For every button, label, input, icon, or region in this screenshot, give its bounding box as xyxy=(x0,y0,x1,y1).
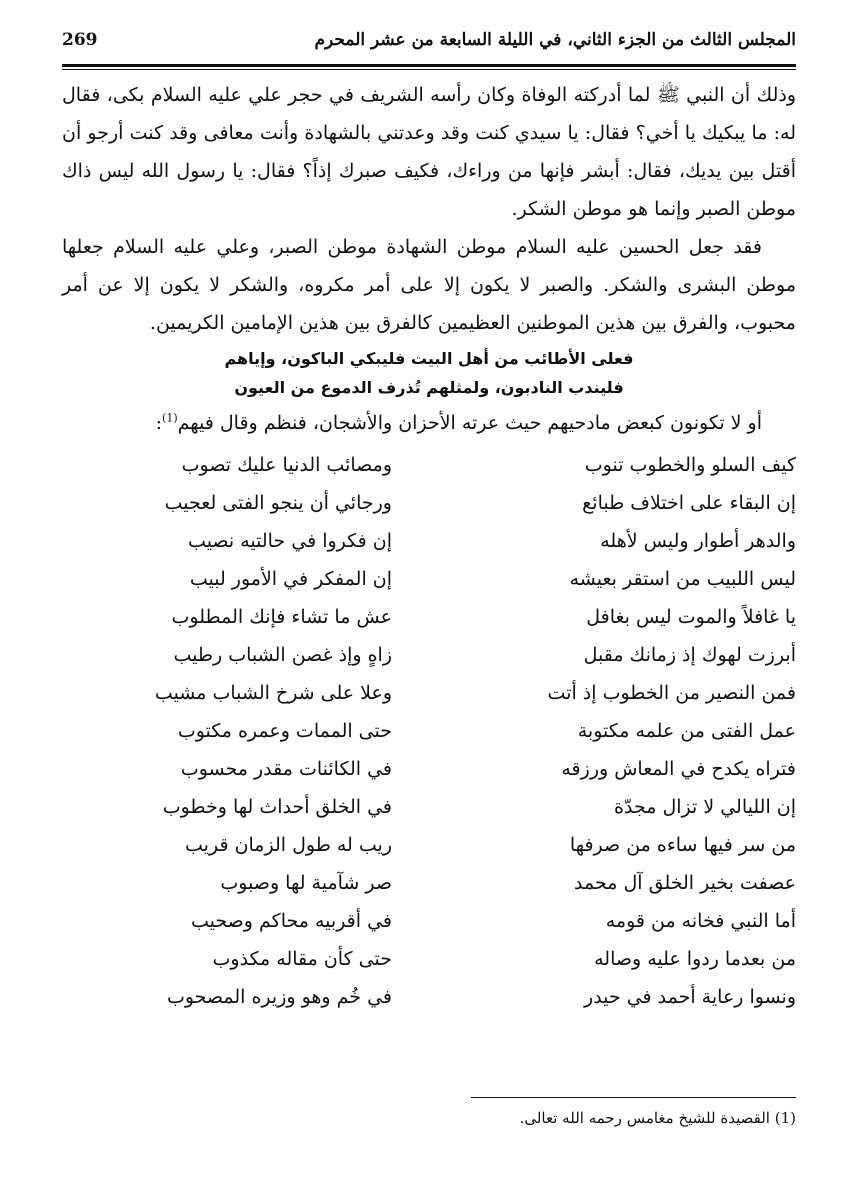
first-hemistich: أبرزت لهوك إذ زمانك مقبل xyxy=(583,644,796,666)
first-hemistich: من سر فيها ساءه من صرفها xyxy=(569,834,796,856)
poem xyxy=(62,446,796,1016)
poem-intro xyxy=(62,404,796,442)
page xyxy=(62,30,796,1180)
first-hemistich: ونسوا رعاية أحمد في حيدر xyxy=(584,986,796,1008)
verse-row xyxy=(62,636,796,674)
verse-row xyxy=(62,788,796,826)
verse-row xyxy=(62,750,796,788)
second-hemistich: صر شآمية لها وصبوب xyxy=(220,872,392,894)
second-hemistich: إن المفكر في الأمور لبيب xyxy=(189,568,392,590)
first-hemistich: كيف السلو والخطوب تنوب xyxy=(584,454,796,476)
first-hemistich: يا غافلاً والموت ليس بغافل xyxy=(586,606,796,628)
paragraph-hadith: وذلك أن النبي ﷺ لما أدركته الوفاة وكان رأسه الشريف في حجر علي عليه السلام بكى، فقال له: ما يبكيك يا أخي؟ فقال: يا سيدي كنت وقد وعدتني بالشهادة وأنت معافى وقد كنت أرجو أن أقتل بين يديك، فقال: أبشر فإنها من وراءك، فكيف صبرك إذاً؟ فقال: يا رسول الله ليس ذاك موطن الصبر وإنما هو موطن الشكر. xyxy=(62,84,796,220)
verse-row xyxy=(62,484,796,522)
verse-row xyxy=(62,826,796,864)
verse-row xyxy=(62,712,796,750)
verse-row xyxy=(62,560,796,598)
page-number: 269 xyxy=(62,30,98,50)
second-hemistich: ورجائي أن ينجو الفتى لعجيب xyxy=(164,492,392,514)
header-rule-thin xyxy=(62,69,796,70)
first-hemistich: ليس اللبيب من استقر بعيشه xyxy=(569,568,796,590)
second-hemistich: وعلا على شرخ الشباب مشيب xyxy=(154,682,392,704)
first-hemistich: فمن النصير من الخطوب إذ أتت xyxy=(547,682,796,704)
heading-line-2: فليندب النادبون، ولمثلهم تُذرف الدموع من العيون xyxy=(234,378,624,397)
footnote xyxy=(520,1109,796,1127)
second-hemistich: في الخلق أحداث لها وخطوب xyxy=(162,796,392,818)
footnote-reference: (1) xyxy=(162,411,178,425)
first-hemistich: والدهر أطوار وليس لأهله xyxy=(600,530,796,552)
second-hemistich: زاهٍ وإذ غصن الشباب رطيب xyxy=(173,644,392,666)
second-hemistich: حتى كأن مقاله مكذوب xyxy=(212,948,392,970)
first-hemistich: عصفت بخير الخلق آل محمد xyxy=(574,872,796,894)
poem-intro-colon: : xyxy=(155,412,163,434)
first-hemistich: أما النبي فخانه من قومه xyxy=(605,910,796,932)
paragraph-commentary: فقد جعل الحسين عليه السلام موطن الشهادة موطن الصبر، وعلي عليه السلام جعلها موطن البشرى والشكر. والصبر لا يكون إلا على أمر مكروه، والشكر لا يكون إلا عن أمر محبوب، والفرق بين هذين الموطنين العظيمين كالفرق بين هذين الإمامين الكريمين. xyxy=(62,236,796,334)
heading-line-1: فعلى الأطائب من أهل البيت فليبكي الباكون، وإياهم xyxy=(224,349,634,368)
verse-row xyxy=(62,446,796,484)
second-hemistich: في خُم وهو وزيره المصحوب xyxy=(166,986,392,1008)
first-hemistich: عمل الفتى من علمه مكتوبة xyxy=(577,720,796,742)
second-hemistich: إن فكروا في حالتيه نصيب xyxy=(188,530,392,552)
verse-row xyxy=(62,598,796,636)
first-hemistich: إن الليالي لا تزال مجدّة xyxy=(614,796,796,818)
second-hemistich: عش ما تشاء فإنك المطلوب xyxy=(171,606,392,628)
page-body xyxy=(62,76,796,1016)
verse-row xyxy=(62,674,796,712)
footnote-divider xyxy=(471,1097,796,1098)
verse-row xyxy=(62,940,796,978)
header-rule-thick xyxy=(62,64,796,67)
verse-row xyxy=(62,522,796,560)
page-header xyxy=(62,30,796,62)
second-hemistich: ريب له طول الزمان قريب xyxy=(185,834,392,856)
poem-intro-text: أو لا تكونون كبعض مادحيهم حيث عرته الأحزان والأشجان، فنظم وقال فيهم xyxy=(177,412,762,434)
footnote-text: القصيدة للشيخ مغامس رحمه الله تعالى. xyxy=(519,1109,770,1127)
second-hemistich: ومصائب الدنيا عليك تصوب xyxy=(181,454,392,476)
verse-row xyxy=(62,902,796,940)
running-title: المجلس الثالث من الجزء الثاني، في الليلة السابعة من عشر المحرم xyxy=(314,30,796,50)
second-hemistich: في أقربيه محاكم وصحيب xyxy=(191,910,392,932)
second-hemistich: في الكائنات مقدر محسوب xyxy=(180,758,392,780)
footnote-number: (1) xyxy=(774,1109,796,1127)
first-hemistich: من بعدما ردوا عليه وصاله xyxy=(594,948,796,970)
first-hemistich: إن البقاء على اختلاف طبائع xyxy=(582,492,796,514)
center-headings xyxy=(62,344,796,402)
verse-row xyxy=(62,978,796,1016)
second-hemistich: حتى الممات وعمره مكتوب xyxy=(177,720,392,742)
first-hemistich: فتراه يكدح في المعاش ورزقه xyxy=(561,758,796,780)
verse-row xyxy=(62,864,796,902)
